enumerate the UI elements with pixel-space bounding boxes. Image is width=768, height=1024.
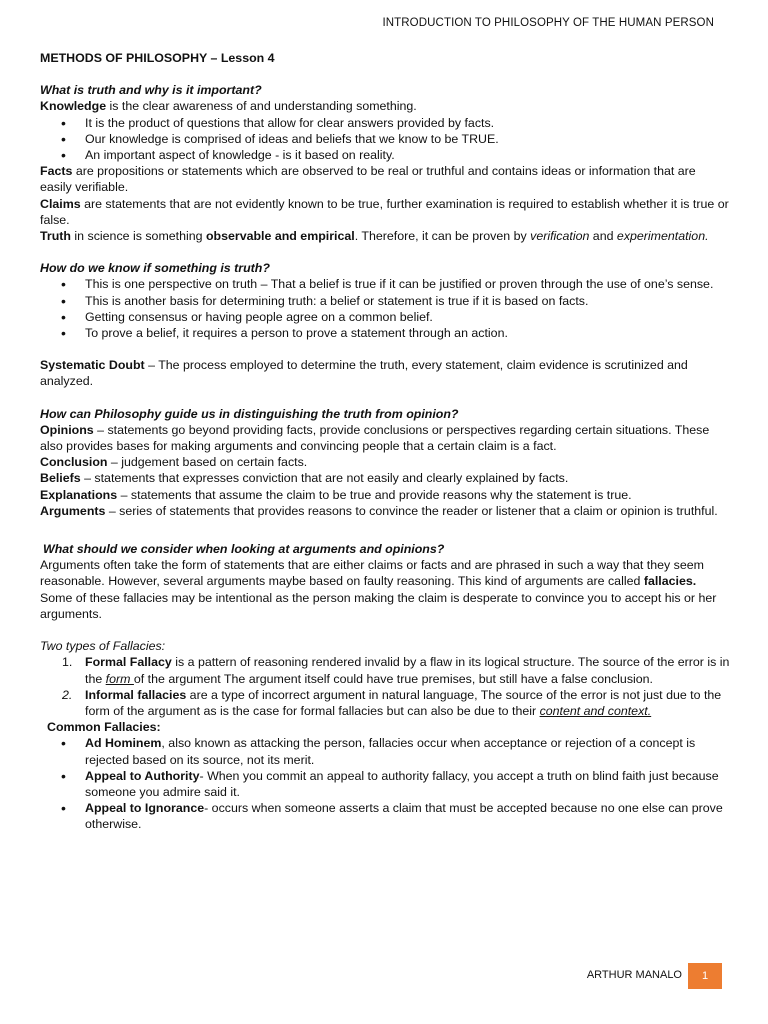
- section1-question: What is truth and why is it important?: [40, 83, 262, 98]
- page-header: INTRODUCTION TO PHILOSOPHY OF THE HUMAN PERSON: [382, 17, 714, 29]
- footer-author: ARTHUR MANALO: [586, 969, 682, 981]
- facts-definition: Facts are propositions or statements which are observed to be real or truthful and contains ideas or information that are easily verifiable.: [40, 164, 696, 195]
- systematic-doubt: Systematic Doubt – The process employed to determine the truth, every statement, claim evidence is scrutinized and analyzed.: [40, 358, 688, 389]
- fallacy-types-heading: Two types of Fallacies:: [40, 639, 166, 654]
- list-item: • An important aspect of knowledge - is it based on reality.: [40, 147, 730, 163]
- common-fallacies-list: [40, 735, 730, 832]
- list-item: • Our knowledge is comprised of ideas and beliefs that we know to be TRUE.: [40, 131, 730, 147]
- arguments-definition: Arguments – series of statements that provides reasons to convince the reader or listener that a claim or opinion is truthful.: [40, 503, 718, 518]
- list-item: • Getting consensus or having people agree on a common belief.: [40, 309, 730, 325]
- opinions-definition: Opinions – statements go beyond providing facts, provide conclusions or perspectives regarding certain situations. These also provides bases for making arguments and convincing people that a certain claim is a fact.: [40, 422, 710, 454]
- list-item: • This is one perspective on truth – That a belief is true if it can be justified or proven through the use of one’s sense.: [40, 276, 730, 292]
- page-body: [40, 50, 730, 833]
- section3-question: How can Philosophy guide us in distinguishing the truth from opinion?: [40, 406, 459, 421]
- list-item: • Appeal to Ignorance- occurs when someone asserts a claim that must be accepted because no one else can prove otherwise.: [40, 800, 730, 832]
- truth-definition: Truth in science is something observable and empirical. Therefore, it can be proven by verification and experimentation.: [40, 229, 709, 244]
- beliefs-definition: Beliefs – statements that expresses conviction that are not easily and clearly explained by facts.: [40, 471, 569, 486]
- conclusion-definition: Conclusion – judgement based on certain facts.: [40, 455, 308, 470]
- common-fallacies-heading: Common Fallacies:: [47, 720, 161, 735]
- arguments-paragraph: Arguments often take the form of statements that are either claims or facts and are phrased in such a way that they seem reasonable. However, several arguments maybe based on faulty reasoning. This kind of arguments are called fallacies.: [40, 558, 704, 589]
- fallacies-intent-paragraph: Some of these fallacies may be intentional as the person making the claim is desperate to convince you to accept his or her arguments.: [40, 590, 717, 621]
- list-item: • To prove a belief, it requires a person to prove a statement through an action.: [40, 325, 730, 341]
- knowledge-definition: Knowledge is the clear awareness of and understanding something.: [40, 99, 417, 114]
- fallacy-types-list: [40, 654, 730, 719]
- claims-definition: Claims are statements that are not evidently known to be true, further examination is required to establish whether it is true or false.: [40, 196, 729, 227]
- list-item: • Ad Hominem, also known as attacking the person, fallacies occur when acceptance or rejection of a concept is rejected based on its source, not its merit.: [40, 735, 730, 767]
- list-item: 2. Informal fallacies are a type of incorrect argument in natural language, The source of the error is not just due to the form of the argument as is the case for formal fallacies but can also be due to their content and context.: [62, 687, 722, 718]
- list-item: • It is the product of questions that allow for clear answers provided by facts.: [40, 115, 730, 131]
- explanations-definition: Explanations – statements that assume the claim to be true and provide reasons why the statement is true.: [40, 487, 632, 502]
- lesson-title: METHODS OF PHILOSOPHY – Lesson 4: [40, 51, 275, 65]
- list-item: • This is another basis for determining truth: a belief or statement is true if it is based on facts.: [40, 293, 730, 309]
- list-item: 1. Formal Fallacy is a pattern of reasoning rendered invalid by a flaw in its logical structure. The source of the error is in the form of the argument The argument itself could have true premises, but still have a false conclusion.: [62, 655, 730, 686]
- knowledge-bullets: [40, 115, 730, 164]
- truth-bullets: [40, 276, 730, 341]
- section2-question: How do we know if something is truth?: [40, 261, 270, 276]
- list-item: • Appeal to Authority- When you commit an appeal to authority fallacy, you accept a truth on blind faith just because someone you admire said it.: [40, 768, 730, 800]
- section4-question: What should we consider when looking at arguments and opinions?: [43, 542, 445, 557]
- page-number-badge: 1: [688, 963, 722, 989]
